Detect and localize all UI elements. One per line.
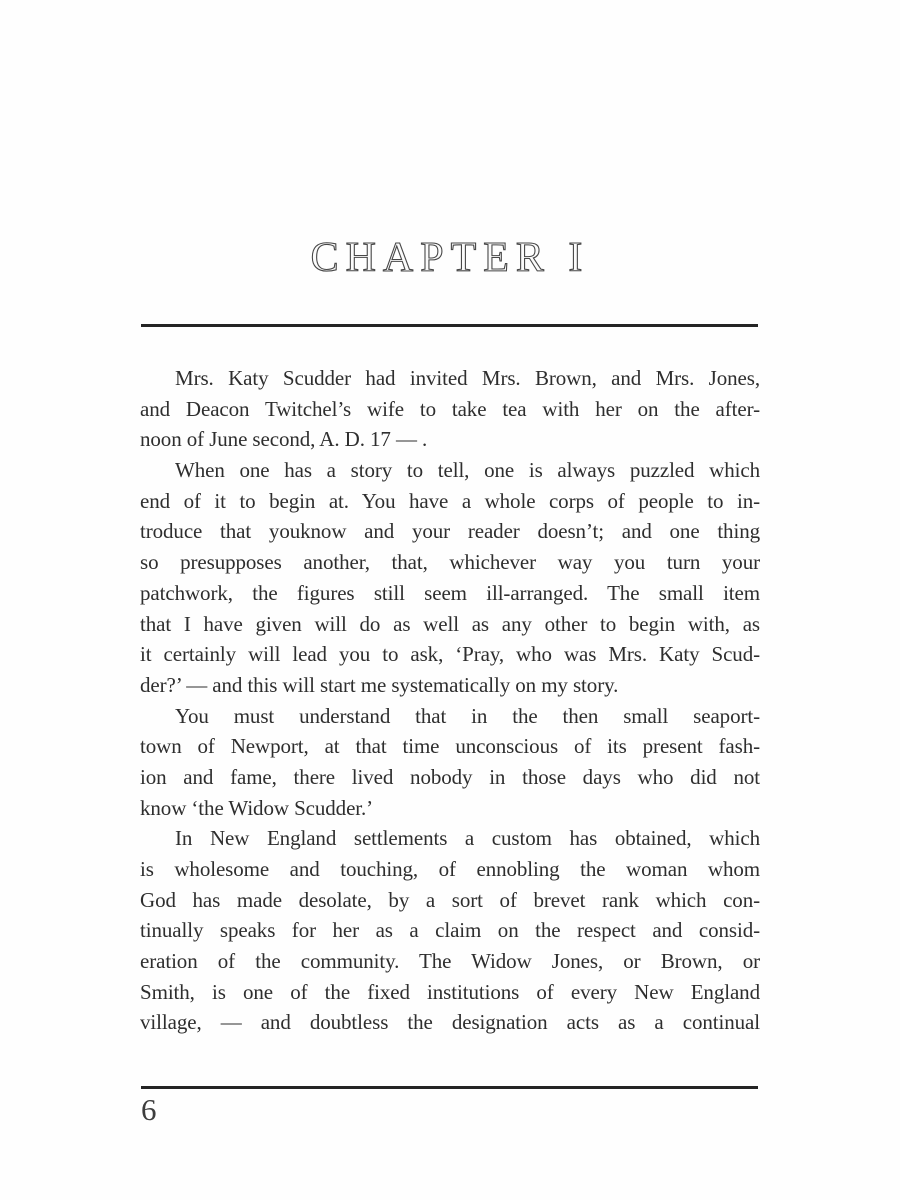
text-line-p3-l2: town of Newport, at that time unconscious of its present fash-: [140, 734, 760, 759]
text-line-p4-l3: God has made desolate, by a sort of brevet rank which con-: [140, 887, 760, 912]
chapter-title: CHAPTER I: [310, 235, 590, 281]
top-rule: [141, 324, 758, 327]
body-text: [140, 363, 760, 1038]
text-line-p4-l1: In New England settlements a custom has obtained, which: [175, 826, 760, 851]
bottom-rule: [141, 1086, 758, 1089]
text-line-p4-l5: eration of the community. The Widow Jones, or Brown, or: [140, 949, 760, 974]
text-line-p4-l2: is wholesome and touching, of ennobling the woman whom: [140, 857, 760, 881]
text-line-p2-l7: it certainly will lead you to ask, ‘Pray, who was Mrs. Katy Scud-: [140, 642, 760, 667]
text-line-p1-l1: Mrs. Katy Scudder had invited Mrs. Brown, and Mrs. Jones,: [175, 366, 760, 390]
text-line-p1-l3: noon of June second, A. D. 17 — .: [140, 427, 428, 452]
text-line-p2-l1: When one has a story to tell, one is always puzzled which: [175, 458, 760, 483]
text-line-p2-l4: so presupposes another, that, whichever way you turn your: [140, 550, 760, 575]
text-line-p4-l7: village, — and doubtless the designation acts as a continual: [140, 1010, 760, 1035]
text-line-p2-l8: der?’ — and this will start me systematically on my story.: [140, 672, 619, 697]
text-line-p3-l4: know ‘the Widow Scudder.’: [140, 795, 374, 820]
text-line-p4-l6: Smith, is one of the fixed institutions of every New England: [140, 979, 760, 1004]
text-line-p2-l3: troduce that youknow and your reader doesn’t; and one thing: [140, 519, 760, 544]
text-line-p3-l1: You must understand that in the then small seaport-: [175, 703, 760, 728]
text-line-p4-l4: tinually speaks for her as a claim on the respect and consid-: [140, 918, 760, 943]
text-line-p2-l2: end of it to begin at. You have a whole corps of people to in-: [140, 488, 760, 513]
page-number: 6: [141, 1092, 157, 1127]
text-line-p2-l5: patchwork, the figures still seem ill-arranged. The small item: [140, 580, 760, 605]
text-line-p1-l2: and Deacon Twitchel’s wife to take tea with her on the after-: [140, 396, 760, 421]
text-line-p3-l3: ion and fame, there lived nobody in those days who did not: [140, 764, 760, 789]
text-line-p2-l6: that I have given will do as well as any other to begin with, as: [140, 611, 760, 636]
